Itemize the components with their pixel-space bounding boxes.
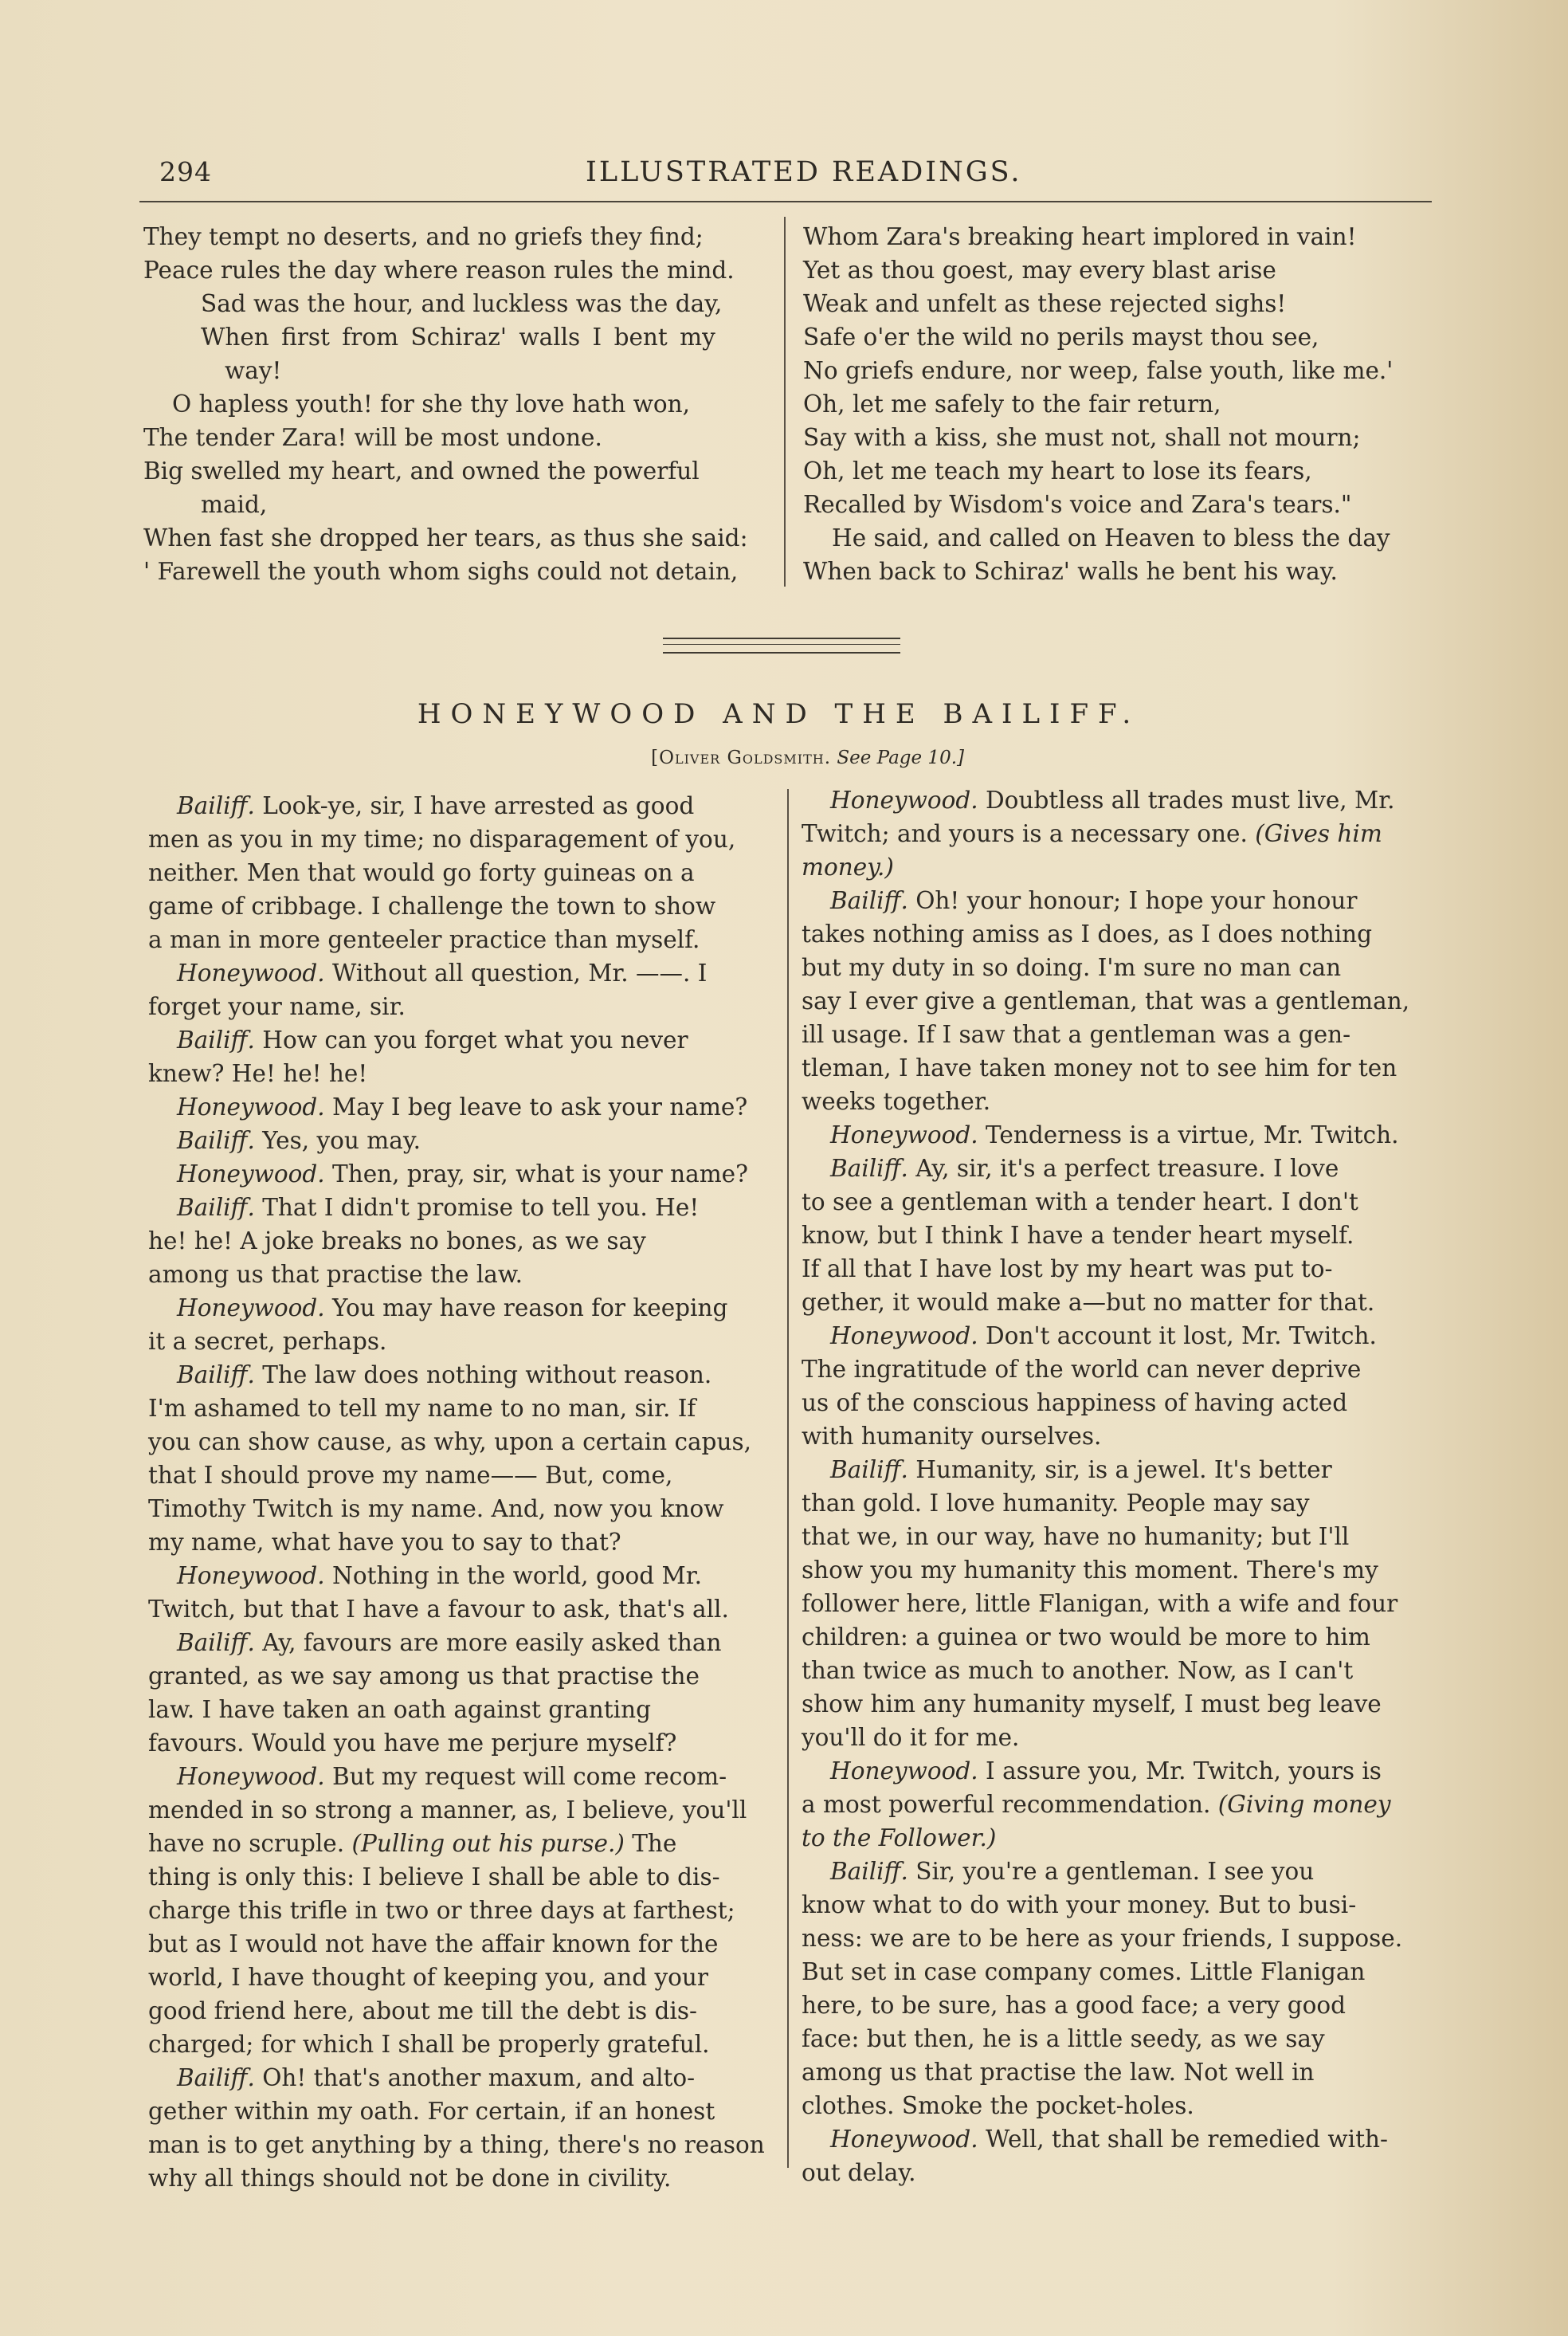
speech-line: [802, 1252, 1409, 1286]
column-divider-top: [784, 217, 786, 587]
speaker-name: Bailiff.: [177, 1361, 255, 1388]
speech-line: [802, 2089, 1409, 2122]
speech-text: a most powerful recommendation.: [802, 1791, 1218, 1818]
speech-line: [802, 1788, 1409, 1821]
speech-line: [148, 1459, 765, 1492]
speech-text: that I should prove my name—— But, come,: [148, 1462, 673, 1489]
attribution: [574, 748, 964, 768]
speech-line: [148, 1927, 765, 1961]
speech-start-line: [148, 789, 765, 823]
speaker-name: Bailiff.: [830, 887, 908, 914]
speech-start-line: [148, 1090, 765, 1124]
poem-line: Oh, let me safely to the fair return,: [803, 391, 1221, 418]
speech-text: face: but then, he is a little seedy, as we say: [802, 2025, 1325, 2052]
speech-line: [802, 1085, 1409, 1118]
speech-text: Nothing in the world, good Mr.: [324, 1562, 702, 1589]
speech-text: mended in so strong a manner, as, I believe, you'll: [148, 1796, 747, 1824]
speech-start-line: [802, 884, 1409, 917]
speech-line: [802, 1721, 1409, 1754]
speaker-name: Honeywood.: [177, 1093, 325, 1121]
speech-text: The ingratitude of the world can never deprive: [802, 1356, 1362, 1383]
poem-line: Big swelled my heart, and owned the powerful: [143, 457, 700, 485]
speech-line: [802, 1922, 1409, 1955]
speech-text: Oh! your honour; I hope your honour: [907, 887, 1358, 914]
speech-text: I'm ashamed to tell my name to no man, sir. If: [148, 1395, 696, 1422]
speech-start-line: [148, 2061, 765, 2095]
poem-line: Whom Zara's breaking heart implored in vain!: [803, 223, 1357, 250]
speech-text: ill usage. If I saw that a gentleman was a gen-: [802, 1021, 1351, 1048]
speech-text: among us that practise the law.: [148, 1261, 523, 1288]
speech-line: [148, 1659, 765, 1693]
speech-text: favours. Would you have me perjure myself?: [148, 1729, 677, 1757]
speech-text: forget your name, sir.: [148, 993, 406, 1020]
poem-line: When first from Schiraz' walls I bent my: [201, 324, 715, 351]
poem-line: When fast she dropped her tears, as thus she said:: [143, 524, 748, 552]
speech-line: [802, 1989, 1409, 2022]
poem-right-column: [803, 220, 1393, 588]
speech-text: you'll do it for me.: [802, 1724, 1020, 1751]
column-divider: [787, 789, 789, 2168]
speech-text: show you my humanity this moment. There's my: [802, 1557, 1378, 1584]
speech-start-line: [148, 1191, 765, 1224]
speech-start-line: [148, 956, 765, 990]
speech-start-line: [148, 1124, 765, 1157]
speech-text: knew? He! he! he!: [148, 1060, 368, 1087]
speech-text: If all that I have lost by my heart was put to-: [802, 1255, 1333, 1282]
speech-text: a man in more genteeler practice than myself.: [148, 926, 700, 953]
dialogue-left-column: [148, 789, 765, 2195]
speech-line: [802, 850, 1409, 884]
stage-direction: (Gives him: [1255, 820, 1382, 847]
poem-line: Recalled by Wisdom's voice and Zara's tears.": [803, 491, 1352, 518]
speech-text: than twice as much to another. Now, as I can't: [802, 1657, 1354, 1684]
speech-text: Don't account it lost, Mr. Twitch.: [978, 1322, 1377, 1349]
speech-line: [148, 889, 765, 923]
page-header: [159, 156, 1430, 204]
speech-text: Twitch; and yours is a necessary one.: [802, 820, 1256, 847]
speech-text: Yes, you may.: [254, 1127, 421, 1154]
speech-start-line: [802, 1855, 1409, 1888]
speech-text: game of cribbage. I challenge the town to show: [148, 893, 716, 920]
attribution-author: [Oliver Goldsmith.: [651, 748, 832, 768]
speech-text: man is to get anything by a thing, there's no reason: [148, 2131, 765, 2158]
speech-start-line: [802, 1453, 1409, 1486]
speech-line: [148, 1693, 765, 1726]
poem-line: way!: [225, 357, 282, 384]
speech-line: [148, 923, 765, 956]
speech-line: [148, 1325, 765, 1358]
speech-start-line: [148, 1358, 765, 1392]
speech-text: charged; for which I shall be properly grateful.: [148, 2031, 710, 2058]
speech-text: Then, pray, sir, what is your name?: [324, 1160, 748, 1188]
speech-line: [802, 1553, 1409, 1587]
speech-text: charge this trifle in two or three days at farthest;: [148, 1897, 735, 1924]
speech-text: law. I have taken an oath against granting: [148, 1696, 651, 1723]
speech-line: [802, 1888, 1409, 1922]
speech-line: [802, 1018, 1409, 1051]
speech-text: with humanity ourselves.: [802, 1423, 1102, 1450]
poem-line: Safe o'er the wild no perils mayst thou see,: [803, 324, 1319, 351]
speech-text: Humanity, sir, is a jewel. It's better: [907, 1456, 1332, 1483]
speech-text: here, to be sure, has a good face; a very good: [802, 1992, 1346, 2019]
speaker-name: Honeywood.: [830, 787, 978, 814]
speech-text: clothes. Smoke the pocket-holes.: [802, 2092, 1194, 2119]
speech-text: Ay, sir, it's a perfect treasure. I love: [907, 1155, 1339, 1182]
speech-text: good friend here, about me till the debt is dis-: [148, 1997, 697, 2024]
speech-line: [148, 1793, 765, 1827]
speech-line: [148, 1057, 765, 1090]
speech-text: my name, what have you to say to that?: [148, 1529, 621, 1556]
speaker-name: Honeywood.: [830, 1757, 978, 1784]
poem-line: No griefs endure, nor weep, false youth, like me.': [803, 357, 1394, 384]
section-ornament-rule: [663, 638, 900, 654]
speech-line: [148, 1492, 765, 1525]
speech-start-line: [802, 2122, 1409, 2156]
speaker-name: Bailiff.: [830, 1456, 908, 1483]
speech-line: [802, 1286, 1409, 1319]
speech-text: have no scruple.: [148, 1830, 352, 1857]
speech-text: why all things should not be done in civility.: [148, 2165, 672, 2192]
speech-start-line: [148, 1626, 765, 1659]
speech-start-line: [802, 1754, 1409, 1788]
stage-direction: to the Follower.): [802, 1824, 997, 1851]
speech-text: that we, in our way, have no humanity; but I'll: [802, 1523, 1350, 1550]
speech-line: [802, 1587, 1409, 1620]
speech-line: [802, 1419, 1409, 1453]
speech-text: but as I would not have the affair known for the: [148, 1930, 719, 1957]
speech-text: us of the conscious happiness of having acted: [802, 1389, 1348, 1416]
speech-text: world, I have thought of keeping you, and your: [148, 1964, 709, 1991]
poem-line: He said, and called on Heaven to bless the day: [832, 524, 1390, 552]
speech-line: [148, 823, 765, 856]
stage-direction: (Giving money: [1217, 1791, 1391, 1818]
speech-text: I assure you, Mr. Twitch, yours is: [978, 1757, 1382, 1784]
speech-line: [148, 2161, 765, 2195]
speech-line: [802, 1051, 1409, 1085]
dialogue-right-column: [802, 783, 1409, 2189]
speaker-name: Honeywood.: [830, 1121, 978, 1148]
running-title: ILLUSTRATED READINGS.: [586, 156, 1022, 188]
poem-line: When back to Schiraz' walls he bent his way.: [803, 558, 1338, 585]
speech-text: out delay.: [802, 2159, 916, 2186]
stage-direction: money.): [802, 854, 894, 881]
speech-start-line: [148, 1760, 765, 1793]
speaker-name: Honeywood.: [177, 1160, 325, 1188]
speech-start-line: [802, 783, 1409, 817]
poem-line: Yet as thou goest, may every blast arise: [803, 257, 1276, 284]
speech-line: [148, 2028, 765, 2061]
speech-text: Twitch, but that I have a favour to ask, that's all.: [148, 1596, 729, 1623]
speech-line: [148, 1258, 765, 1291]
speech-text: Oh! that's another maxum, and alto-: [254, 2064, 696, 2091]
speech-text: Without all question, Mr. ——. I: [324, 960, 708, 987]
speech-line: [148, 856, 765, 889]
speech-line: [148, 1961, 765, 1994]
speaker-name: Honeywood.: [177, 1562, 325, 1589]
poem-left-column: [143, 220, 748, 588]
speech-line: [148, 1726, 765, 1760]
speech-line: [802, 1687, 1409, 1721]
speech-text: but my duty in so doing. I'm sure no man can: [802, 954, 1342, 981]
speaker-name: Honeywood.: [177, 1763, 325, 1790]
poem-line: maid,: [201, 491, 268, 518]
speaker-name: Bailiff.: [177, 792, 255, 819]
speech-start-line: [802, 1319, 1409, 1353]
speech-text: How can you forget what you never: [254, 1027, 688, 1054]
speech-line: [802, 1821, 1409, 1855]
speech-text: You may have reason for keeping: [324, 1294, 728, 1321]
speaker-name: Bailiff.: [177, 1027, 255, 1054]
speech-line: [802, 1620, 1409, 1654]
speech-line: [148, 1224, 765, 1258]
speaker-name: Bailiff.: [177, 2064, 255, 2091]
speech-text: show him any humanity myself, I must beg leave: [802, 1690, 1382, 1718]
speech-start-line: [148, 1157, 765, 1191]
speech-start-line: [802, 1152, 1409, 1185]
piece-title: HONEYWOOD AND THE BAILIFF.: [417, 698, 1141, 730]
speech-line: [802, 951, 1409, 984]
speaker-name: Honeywood.: [177, 1294, 325, 1321]
speech-text: you can show cause, as why, upon a certain capus,: [148, 1428, 751, 1455]
speech-text: Tenderness is a virtue, Mr. Twitch.: [978, 1121, 1399, 1148]
poem-line: The tender Zara! will be most undone.: [143, 424, 602, 451]
speech-line: [148, 1827, 765, 1860]
speaker-name: Honeywood.: [830, 2126, 978, 2153]
speech-text: it a secret, perhaps.: [148, 1328, 387, 1355]
header-rule: [139, 201, 1432, 202]
speech-text: Timothy Twitch is my name. And, now you know: [148, 1495, 724, 1522]
speech-line: [148, 1994, 765, 2028]
speech-start-line: [148, 1023, 765, 1057]
speech-text: granted, as we say among us that practise the: [148, 1663, 700, 1690]
speech-line: [148, 990, 765, 1023]
speaker-name: Bailiff.: [177, 1127, 255, 1154]
poem-line: Oh, let me teach my heart to lose its fears,: [803, 457, 1312, 485]
speech-text: thing is only this: I believe I shall be able to dis-: [148, 1863, 720, 1890]
speech-start-line: [148, 1291, 765, 1325]
speech-text: May I beg leave to ask your name?: [324, 1093, 748, 1121]
speech-line: [802, 1353, 1409, 1386]
speech-line: [802, 1520, 1409, 1553]
speech-line: [802, 1185, 1409, 1219]
speech-line: [802, 2055, 1409, 2089]
speech-line: [802, 1654, 1409, 1687]
speech-line: [802, 817, 1409, 850]
speech-line: [148, 1894, 765, 1927]
speech-text: That I didn't promise to tell you. He!: [254, 1194, 700, 1221]
speech-text: follower here, little Flanigan, with a wife and four: [802, 1590, 1398, 1617]
poem-line: O hapless youth! for she thy love hath won,: [172, 391, 691, 418]
speech-text: Look-ye, sir, I have arrested as good: [254, 792, 695, 819]
speech-text: gether, it would make a—but no matter for that.: [802, 1289, 1375, 1316]
speech-line: [148, 2128, 765, 2161]
speaker-name: Bailiff.: [830, 1858, 908, 1885]
poem-line: Weak and unfelt as these rejected sighs!: [803, 290, 1287, 317]
poem-line: They tempt no deserts, and no griefs they find;: [143, 223, 704, 250]
speech-line: [802, 1955, 1409, 1989]
speech-text: know what to do with your money. But to busi-: [802, 1891, 1357, 1918]
page-number: 294: [159, 156, 212, 187]
speech-text: neither. Men that would go forty guineas on a: [148, 859, 695, 886]
speech-text: tleman, I have taken money not to see him for ten: [802, 1054, 1397, 1082]
speech-text: than gold. I love humanity. People may say: [802, 1490, 1310, 1517]
speech-text: among us that practise the law. Not well in: [802, 2059, 1315, 2086]
speech-line: [148, 2095, 765, 2128]
speech-text: The law does nothing without reason.: [254, 1361, 712, 1388]
poem-line: Say with a kiss, she must not, shall not mourn;: [803, 424, 1361, 451]
speech-text: Ay, favours are more easily asked than: [254, 1629, 722, 1656]
speech-text: Doubtless all trades must live, Mr.: [978, 787, 1395, 814]
speech-text: takes nothing amiss as I does, as I does nothing: [802, 921, 1373, 948]
speech-text: to see a gentleman with a tender heart. I don't: [802, 1188, 1358, 1215]
speaker-name: Bailiff.: [830, 1155, 908, 1182]
speech-text: say I ever give a gentleman, that was a gentleman,: [802, 987, 1410, 1015]
speech-line: [802, 1486, 1409, 1520]
speaker-name: Honeywood.: [830, 1322, 978, 1349]
speech-line: [802, 1386, 1409, 1419]
speech-text: he! he! A joke breaks no bones, as we say: [148, 1227, 646, 1254]
speech-text: Well, that shall be remedied with-: [978, 2126, 1388, 2153]
section-ornament-rule-middle: [663, 644, 900, 645]
attribution-reference: See Page 10.]: [837, 748, 964, 768]
speech-text: But my request will come recom-: [324, 1763, 727, 1790]
speech-line: [148, 1525, 765, 1559]
speech-line: [148, 1592, 765, 1626]
speech-text: Sir, you're a gentleman. I see you: [907, 1858, 1315, 1885]
speech-text: ness: we are to be here as your friends, I suppose.: [802, 1925, 1403, 1952]
speech-line: [148, 1425, 765, 1459]
speaker-name: Bailiff.: [177, 1194, 255, 1221]
speech-line: [802, 984, 1409, 1018]
speech-line: [802, 917, 1409, 951]
speech-text: gether within my oath. For certain, if an honest: [148, 2098, 715, 2125]
speech-line: [148, 1860, 765, 1894]
speech-line: [802, 2156, 1409, 2189]
speech-text: children: a guinea or two would be more to him: [802, 1623, 1370, 1651]
speaker-name: Honeywood.: [177, 960, 325, 987]
speech-line: [148, 1392, 765, 1425]
speech-line: [802, 2022, 1409, 2055]
speech-start-line: [148, 1559, 765, 1592]
stage-direction: (Pulling out his purse.): [351, 1830, 625, 1857]
speaker-name: Bailiff.: [177, 1629, 255, 1656]
poem-line: Sad was the hour, and luckless was the day,: [201, 290, 723, 317]
poem-line: Peace rules the day where reason rules the mind.: [143, 257, 735, 284]
speech-text: men as you in my time; no disparagement of you,: [148, 826, 736, 853]
speech-start-line: [802, 1118, 1409, 1152]
speech-line: [802, 1219, 1409, 1252]
poem-line: ' Farewell the youth whom sighs could not detain,: [143, 558, 739, 585]
speech-text: The: [624, 1830, 677, 1857]
speech-text: know, but I think I have a tender heart myself.: [802, 1222, 1354, 1249]
speech-text: But set in case company comes. Little Flanigan: [802, 1958, 1366, 1985]
speech-text: weeks together.: [802, 1088, 991, 1115]
